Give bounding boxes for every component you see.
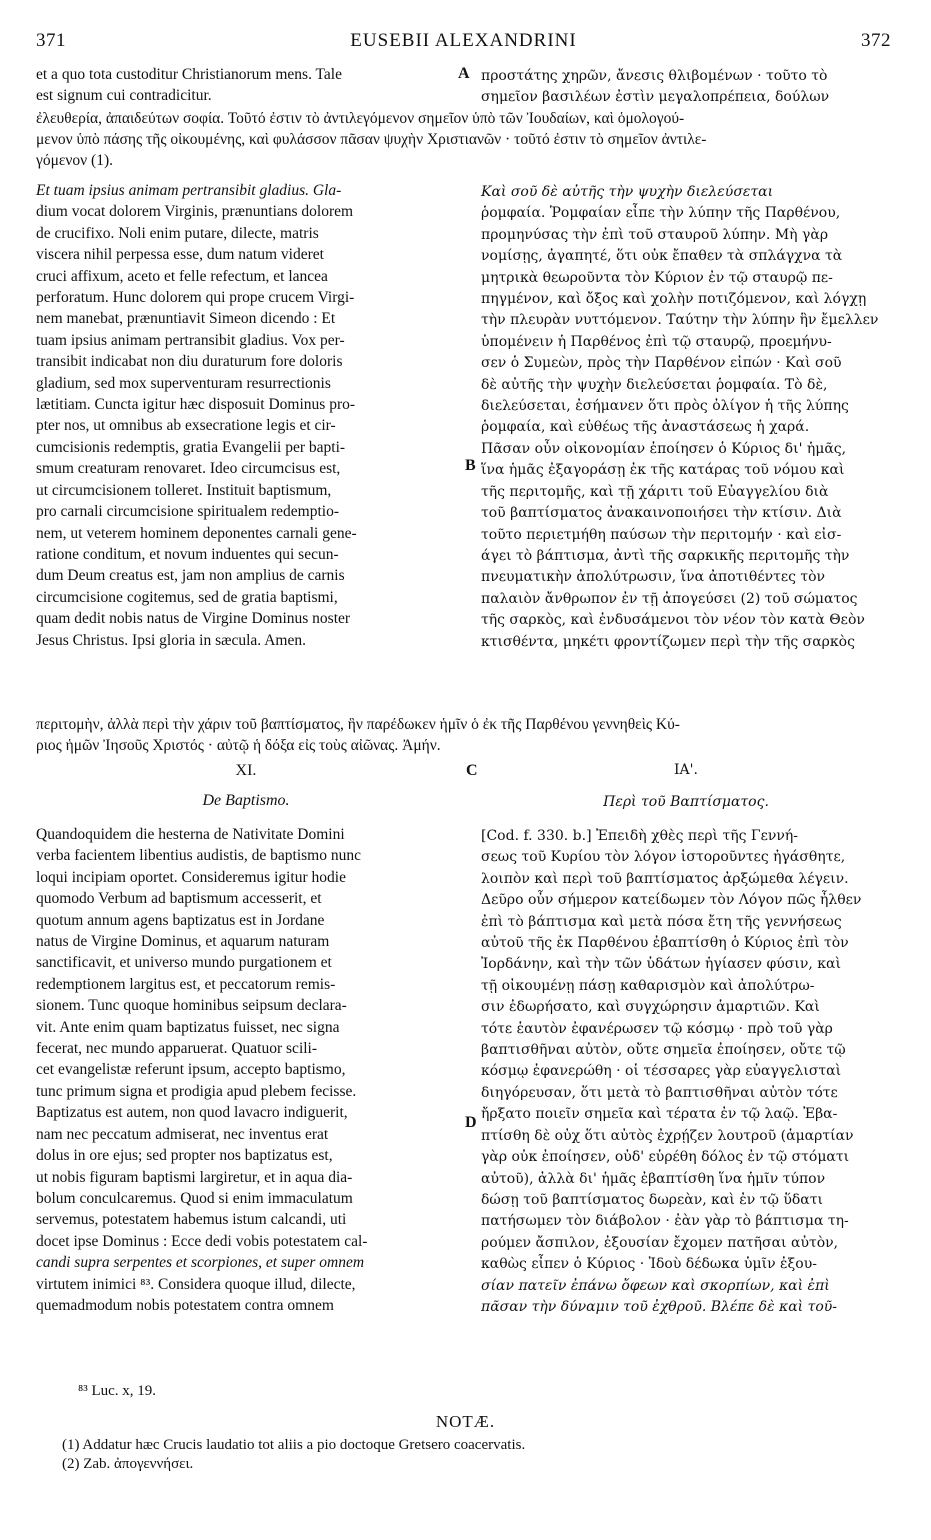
text-line: sanctificavit, et universo mundo purgationem et — [36, 954, 332, 972]
text-line: tunc primum signa et prodigia apud plebem fecisse. — [36, 1082, 357, 1100]
column-marker-a: A — [458, 65, 470, 82]
intro-full-width — [36, 108, 891, 171]
latin-column-block2 — [36, 824, 456, 1316]
text-line: viscera nihil perpessa esse, dum natum videret — [36, 246, 324, 264]
page-number-right: 372 — [861, 30, 891, 51]
text-line: νομίσῃς, ἀγαπητέ, ὅτι οὐκ ἔπαθεν τὰ σπλάγχνα τὰ — [481, 248, 843, 265]
text-line: ῥομφαία. Ῥομφαίαν εἶπε τὴν λύπην τῆς Παρθένου, — [481, 205, 841, 222]
text-line: μητρικὰ θεωροῦντα τὸν Κύριον ἐν τῷ σταυρῷ πε- — [481, 269, 833, 286]
text-line: lætitiam. Cuncta igitur hæc disposuit Dominus pro- — [36, 396, 356, 414]
text-line: fecerat, nec mundo apparuerat. Quatuor scili- — [36, 1040, 318, 1058]
intro-latin-line1: et a quo tota custoditur Christianorum mens. Tale — [36, 66, 342, 83]
text-line: loqui incipiam oportet. Consideremus igitur hodie — [36, 868, 346, 886]
text-line: δὲ αὐτῆς τὴν ψυχὴν διελεύσεται ῥομφαία. Τὸ δὲ, — [481, 376, 828, 393]
intro-line5: γόμενον (1). — [36, 152, 114, 169]
text-line: virtutem inimici ⁸³. Considera quoque illud, dilecte, — [36, 1275, 356, 1293]
text-line: ratione conditum, et novum induentes qui secun- — [36, 545, 339, 563]
text-line: de crucifixo. Noli enim putare, dilecte, matris — [36, 224, 319, 242]
intro-greek — [481, 66, 891, 108]
intro-latin-line2: est signum cui contradicitur. — [36, 87, 212, 104]
text-line: nam nec peccatum admiserat, nec inventus erat — [36, 1125, 329, 1143]
text-line: ἵνα ἡμᾶς ἐξαγοράσῃ ἐκ τῆς κατάρας τοῦ νόμου καὶ — [481, 462, 845, 479]
text-line: αὐτοῦ τῆς ἐκ Παρθένου ἐβαπτίσθη ὁ Κύριος ἐπὶ τὸν — [481, 935, 849, 952]
text-line: quam dedit nobis natus de Virgine Dominus noster — [36, 610, 351, 628]
text-line: ρούμεν ἄσπιλον, ἐξουσίαν ἔχομεν πατῆσαι αὐτὸν, — [481, 1234, 839, 1251]
text-line: δώσῃ τοῦ βαπτίσματος δωρεὰν, καὶ ἐν τῷ ὕδατι — [481, 1191, 823, 1208]
text-line: servemus, potestatem habemus istum calcandi, uti — [36, 1211, 347, 1229]
text-line: nem, ut veterem hominem deponentes carnali gene- — [36, 524, 357, 542]
text-line: cumcisionis redemptis, gratia Evangelii per bapti- — [36, 438, 346, 456]
text-line: ῥομφαία, καὶ εὐθέως τῆς ἀναστάσεως ἡ χαρά. — [481, 419, 810, 436]
text-line: λοιπὸν καὶ περὶ τοῦ βαπτίσματος ἀρξώμεθα λέγειν. — [481, 870, 849, 887]
text-line: πηγμένον, καὶ ὄξος καὶ χολὴν ποτιζόμενον, καὶ λόγχῃ — [481, 291, 867, 308]
text-line: βαπτισθῆναι αὐτὸν, οὔτε σημεῖα ἐποίησεν, οὔτε τῷ — [481, 1042, 846, 1059]
text-line: quotum annum agens baptizatus est in Jordane — [36, 911, 325, 929]
text-line: pro carnali circumcisione spiritualem redemptio- — [36, 503, 339, 521]
text-line: quemadmodum nobis potestatem contra omnem — [36, 1296, 334, 1314]
notes-heading: NOTÆ. — [435, 1412, 496, 1431]
text-line: smum creaturam renovaret. Ideo circumcisus est, — [36, 460, 341, 478]
text-line: Baptizatus est autem, non quod lavacro indiguerit, — [36, 1104, 348, 1122]
text-line: τότε ἑαυτὸν ἐφανέρωσεν τῷ κόσμῳ · πρὸ τοῦ γὰρ — [481, 1020, 833, 1037]
text-line: gladium, sed mox superventuram resurrectionis — [36, 374, 331, 392]
bridge-full-width — [36, 714, 891, 756]
text-line: πτίσθη δὲ οὐχ ὅτι αὐτὸς ἐχρῄζεν λουτροῦ (ἁμαρτίαν — [481, 1127, 854, 1144]
text-line: Πᾶσαν οὖν οἰκονομίαν ἐποίησεν ὁ Κύριος δι' ἡμᾶς, — [481, 440, 847, 457]
text-line: καθὼς εἶπεν ὁ Κύριος · Ἰδοὺ δέδωκα ὑμῖν ἐξου- — [481, 1256, 817, 1273]
latin-column-block1 — [36, 180, 456, 651]
text-line: cruci affixum, aceto et felle refectum, et lancea — [36, 267, 328, 285]
text-line: γὰρ οὐκ ἐποίησεν, οὐδ' εὑρέθη δόλος ἐν τῷ στόματι — [481, 1149, 850, 1166]
text-line: pter nos, ut omnibus ab exsecratione legis et cir- — [36, 417, 336, 435]
text-line: τῆς σαρκὸς, καὶ ἐνδυσάμενοι τὸν νέον τὸν κατὰ Θεὸν — [481, 612, 865, 629]
text-line: Quandoquidem die hesterna de Nativitate Domini — [36, 826, 345, 843]
intro-greek-line1: προστάτης χηρῶν, ἄνεσις θλιβομένων · τοῦτο τὸ — [481, 68, 828, 84]
text-line: quomodo Verbum ad baptismum accesserit, et — [36, 890, 322, 908]
note-2: (2) Zab. ἀπογεννήσει. — [62, 1456, 194, 1472]
text-line: dum Deum creatus est, jam non amplius de carnis — [36, 567, 345, 585]
text-line: [Cod. f. 330. b.] Ἐπειδὴ χθὲς περὶ τῆς Γεννή- — [481, 828, 799, 844]
text-line: τῇ οἰκουμένῃ πάσῃ καθαρισμὸν καὶ ἀπολύτρω- — [481, 977, 815, 994]
text-line: ἐπὶ τὸ βάπτισμα καὶ μετὰ πόσα ἔτη τῆς γεννήσεως — [481, 913, 842, 930]
page-number-left: 371 — [36, 30, 66, 51]
text-line: τὴν πλευρὰν νυττόμενον. Ταύτην τὴν λύπην ἣν ἔμελλεν — [481, 312, 879, 329]
section-title-greek: Περὶ τοῦ Βαπτίσματος. — [603, 794, 769, 810]
text-line: ut circumcisionem tolleret. Instituit baptismum, — [36, 481, 332, 499]
text-line: κτισθέντα, μηκέτι φροντίζωμεν περὶ τὴν τῆς σαρκὸς — [481, 633, 855, 650]
text-line: ἤρξατο ποιεῖν σημεῖα καὶ τέρατα ἐν τῷ λαῷ. Ἐβα- — [481, 1106, 838, 1123]
text-line: παλαιὸν ἄνθρωπον ἐν τῇ ἀπογεύσει (2) τοῦ σώματος — [481, 590, 858, 607]
bridge-line1: περιτομὴν, ἀλλὰ περὶ τὴν χάριν τοῦ βαπτίσματος, ἣν παρέδωκεν ἡμῖν ὁ ἐκ τῆς Παρθένου γεννηθεὶς Κύ- — [36, 716, 680, 733]
text-line: τοῦ βαπτίσματος ἀνακαινοποιήσει τὴν κτίσιν. Διὰ — [481, 505, 842, 522]
text-line: tuam ipsius animam pertransibit gladius. Vox per- — [36, 331, 345, 349]
intro-greek-line2: σημεῖον βασιλέων ἐστὶν μεγαλοπρέπεια, δούλων — [481, 89, 830, 105]
intro-latin — [36, 64, 456, 106]
text-line: σιν ἐδωρήσατο, καὶ συγχώρησιν ἁμαρτιῶν. Καὶ — [481, 999, 820, 1016]
text-line: πᾶσαν τὴν δύναμιν τοῦ ἐχθροῦ. Βλέπε δὲ καὶ τοῦ- — [481, 1298, 838, 1315]
text-line: σεν ὁ Συμεὼν, πρὸς τὴν Παρθένον εἰπών · Καὶ σοῦ — [481, 355, 842, 372]
text-line: Καὶ σοῦ δὲ αὐτῆς τὴν ψυχὴν διελεύσεται — [481, 184, 774, 200]
text-line: verba facientem libentius audistis, de baptismo nunc — [36, 847, 361, 865]
text-line: candi supra serpentes et scorpiones, et super omnem — [36, 1254, 365, 1272]
text-line: κόσμῳ ἐφανερώθη · οἱ τέσσαρες γὰρ εὐαγγελισταὶ — [481, 1063, 842, 1080]
text-line: perforatum. Hunc dolorem qui prope crucem Virgi- — [36, 289, 355, 307]
text-line: άγει τὸ βάπτισμα, ἀντὶ τῆς σαρκικῆς περιτομῆς τὴν — [481, 547, 850, 564]
section-title-latin: De Baptismo. — [202, 792, 290, 809]
text-line: τῆς περιτομῆς, καὶ τῇ χάριτι τοῦ Εὐαγγελίου διὰ — [481, 483, 829, 500]
text-line: διηγόρευσαν, ὅτι μετὰ τὸ βαπτισθῆναι αὐτὸν τότε — [481, 1084, 838, 1101]
text-line: bolum conculcaremus. Quod si enim immaculatum — [36, 1189, 353, 1207]
text-line: sionem. Tunc quoque hominibus seipsum declara- — [36, 997, 347, 1015]
text-line: σίαν πατεῖν ἐπάνω ὄφεων καὶ σκορπίων, καὶ ἐπὶ — [481, 1277, 830, 1294]
text-line: Δεῦρο οὖν σήμερον κατείδωμεν τὸν Λόγον πῶς ἦλθεν — [481, 892, 862, 909]
bridge-line2: ριος ἡμῶν Ἰησοῦς Χριστός · αὐτῷ ἡ δόξα εἰς τοὺς αἰῶνας. Ἀμήν. — [36, 737, 441, 754]
text-line: transibit indicabat non diu duraturum fore doloris — [36, 353, 343, 371]
text-line: circumcisione cogitemus, sed de gratia baptismi, — [36, 588, 338, 606]
text-line: nem manebat, prænuntiavit Simeon dicendo : Et — [36, 310, 336, 328]
text-line: ut nobis figuram baptismi largiretur, et in aqua dia- — [36, 1168, 353, 1186]
section-number-greek: ΙΑ'. — [674, 762, 698, 778]
text-line: σεως τοῦ Κυρίου τὸν λόγον ἱστοροῦντες ἠγάσθητε, — [481, 849, 846, 866]
greek-column-block1 — [481, 182, 891, 653]
text-line: αὐτοῦ), ἀλλὰ δι' ἡμᾶς ἐβαπτίσθη ἵνα ἡμῖν τύπον — [481, 1170, 826, 1187]
text-line: Et tuam ipsius animam pertransibit gladius. Gla- — [36, 182, 342, 199]
text-line: προμηνύσας τὴν ἐπὶ τοῦ σταυροῦ λύπην. Μὴ γὰρ — [481, 226, 829, 243]
text-line: cet evangelistæ referunt ipsum, accepto baptismo, — [36, 1061, 346, 1079]
running-header — [36, 30, 891, 60]
text-line: Ἰορδάνην, καὶ τὴν τῶν ὑδάτων ἡγίασεν φύσιν, καὶ — [481, 956, 841, 973]
text-line: τοῦτο περιετμήθη παύσων τὴν περιτομήν · καὶ εἰσ- — [481, 526, 842, 543]
text-line: docet ipse Dominus : Ecce dedi vobis potestatem cal- — [36, 1232, 368, 1250]
text-line: ὑπομένειν ἡ Παρθένος ἐπὶ τῷ σταυρῷ, προεμήνυ- — [481, 333, 832, 350]
column-marker-d: D — [465, 1114, 477, 1131]
column-marker-b: B — [465, 457, 476, 474]
footnote-83: ⁸³ Luc. x, 19. — [78, 1383, 157, 1399]
column-marker-c: C — [466, 762, 478, 779]
text-line: Jesus Christus. Ipsi gloria in sæcula. Amen. — [36, 631, 306, 649]
text-line: διελεύσεται, ἐσήμανεν ὅτι πρὸς ὀλίγον ἡ τῆς λύπης — [481, 398, 849, 415]
notes-list — [62, 1436, 871, 1474]
text-line: dium vocat dolorem Virginis, prænuntians dolorem — [36, 203, 354, 221]
greek-column-block2 — [481, 826, 891, 1318]
text-line: redemptionem largitus est, et peccatorum remis- — [36, 975, 336, 993]
text-line: πνευματικὴν ἀπολύτρωσιν, ἵνα ἀποτιθέντες τὸν — [481, 569, 826, 586]
intro-line3: ἐλευθερία, ἀπαιδεύτων σοφία. Τοῦτό ἐστιν τὸ ἀντιλεγόμενον σημεῖον ὑπὸ τῶν Ἰουδαίων, καὶ ὁμολογού- — [36, 110, 685, 127]
intro-line4: μενον ὑπὸ πάσης τῆς οἰκουμένης, καὶ φυλάσσον πᾶσαν ψυχὴν Χριστιανῶν · τοῦτό ἐστιν τὸ σημεῖον ἀντιλε- — [36, 131, 707, 148]
section-number-latin: XI. — [235, 762, 257, 779]
text-line: vit. Ante enim quam baptizatus fuisset, nec signa — [36, 1018, 340, 1036]
text-line: πατήσωμεν τὸν διάβολον · ἐὰν γὰρ τὸ βάπτισμα τη- — [481, 1213, 849, 1230]
running-title: EUSEBII ALEXANDRINI — [350, 30, 577, 51]
note-1: (1) Addatur hæc Crucis laudatio tot aliis a pio doctoque Gretsero coacervatis. — [62, 1437, 526, 1453]
text-line: natus de Virgine Dominus, et aquarum naturam — [36, 933, 330, 951]
text-line: dolus in ore ejus; sed propter nos baptizatus est, — [36, 1147, 333, 1165]
